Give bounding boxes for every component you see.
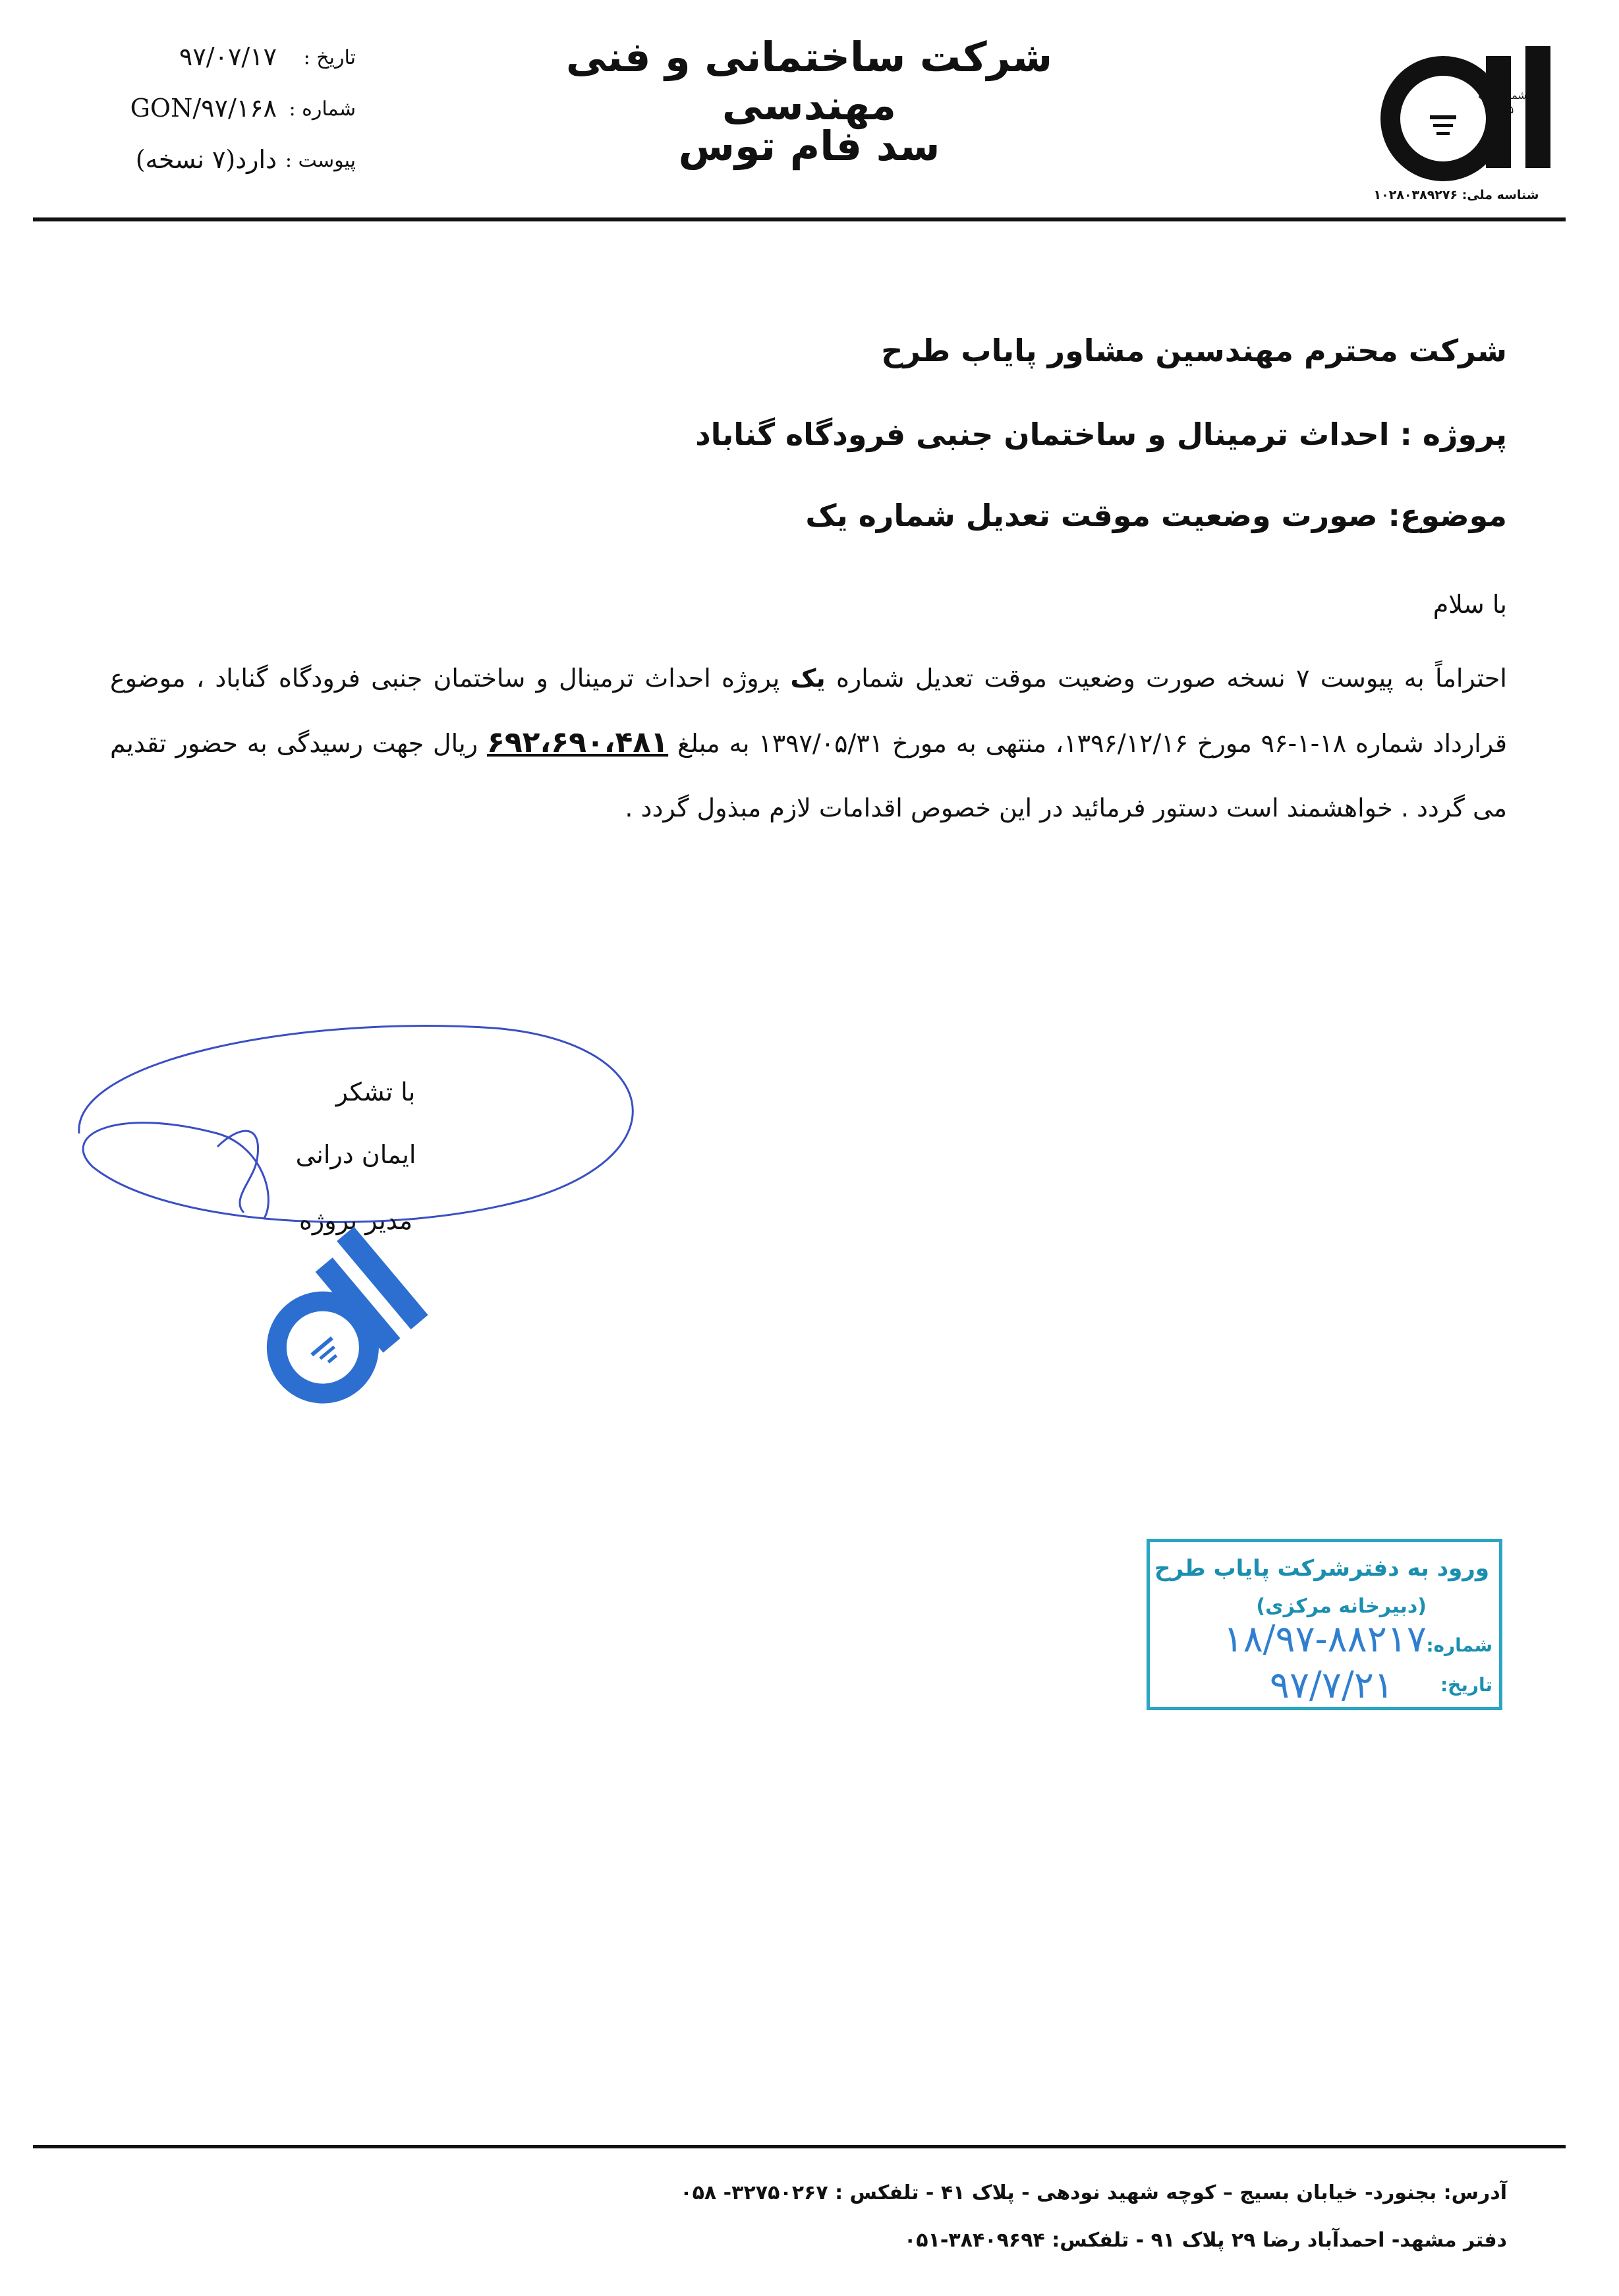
received-stamp	[1147, 1539, 1502, 1710]
subject-line: موضوع: صورت وضعیت موقت تعدیل شماره یک	[805, 498, 1507, 533]
footer-address-2: دفتر مشهد- احمدآباد رضا ۲۹ پلاک ۹۱ - تلفکس: ۳۸۴۰۹۶۹۴-۰۵۱	[903, 2229, 1507, 2252]
para-bold-word: یک	[790, 664, 826, 693]
footer-divider	[33, 2145, 1566, 2148]
received-date-label: تاریخ:	[1440, 1674, 1492, 1696]
company-name: شرکت ساختمانی و فنی مهندسی	[565, 33, 1053, 129]
addressee: شرکت محترم مهندسین مشاور پایاب طرح	[881, 333, 1507, 368]
received-stamp-title: ورود به دفترشرکت پایاب طرح	[1154, 1555, 1489, 1582]
received-date-value: ۹۷/۷/۲۱	[1269, 1664, 1394, 1707]
national-id: شناسه ملی: ۱۰۲۸۰۳۸۹۲۷۶	[1373, 188, 1539, 202]
attachment-value: دارد(۷ نسخه)	[135, 145, 277, 174]
logo-reg-text: شماره ثبت	[1478, 89, 1527, 101]
meta-attachment-row	[53, 145, 356, 200]
date-value: ۹۷/۰۷/۱۷	[179, 42, 277, 71]
para-text-3: ریال جهت رسیدگی به حضور تقدیم می گردد . خواهشمند است دستور فرمائید در این خصوص اقدامات لازم مبذول گردد .	[110, 729, 1507, 822]
logo-reg-number: ۴۰۶۵	[1491, 103, 1514, 116]
company-logo	[1371, 20, 1568, 211]
closing: با تشکر	[335, 1077, 416, 1106]
body-paragraph	[110, 646, 1507, 840]
letter-meta	[53, 42, 356, 200]
date-label: تاریخ :	[303, 46, 356, 69]
greeting: با سلام	[1433, 590, 1507, 619]
company-subname: سد فام توس	[678, 122, 940, 170]
received-number-label: شماره:	[1426, 1634, 1492, 1656]
company-seal-icon	[231, 1206, 428, 1443]
logo-mark-icon	[1371, 20, 1568, 188]
meta-number-row	[53, 94, 356, 149]
project-line: پروژه : احداث ترمینال و ساختمان جنبی فرودگاه گناباد	[695, 416, 1507, 452]
number-label: شماره :	[289, 98, 356, 121]
signer-name: ایمان درانی	[295, 1140, 416, 1169]
para-text-1: احتراماً به پیوست ۷ نسخه صورت وضعیت موقت تعدیل شماره	[825, 664, 1507, 693]
number-value: GON/۹۷/۱۶۸	[130, 94, 277, 123]
amount-value: ۶۹۲،۶۹۰،۴۸۱	[486, 726, 669, 759]
received-stamp-subtitle: (دبیرخانه مرکزی)	[1256, 1595, 1427, 1618]
attachment-label: پیوست :	[285, 149, 356, 172]
header-divider	[33, 217, 1566, 221]
footer-address-1: آدرس: بجنورد- خیابان بسیج – کوچه شهید نودهی - پلاک ۴۱ - تلفکس : ۳۲۷۵۰۲۶۷- ۰۵۸	[680, 2181, 1507, 2204]
meta-date-row	[53, 42, 356, 98]
signer-role: مدیر پروژه	[298, 1206, 413, 1235]
para-text-2: پروژه احداث ترمینال و ساختمان جنبی فرودگاه گناباد ، موضوع قرارداد شماره ۱۸-۱-۹۶ مورخ ۱۳۹۶/۱۲/۱۶، منتهی به مورخ ۱۳۹۷/۰۵/۳۱ به مبلغ	[110, 664, 1508, 758]
received-number-value: ۱۸/۹۷-۸۸۲۱۷	[1223, 1618, 1427, 1661]
